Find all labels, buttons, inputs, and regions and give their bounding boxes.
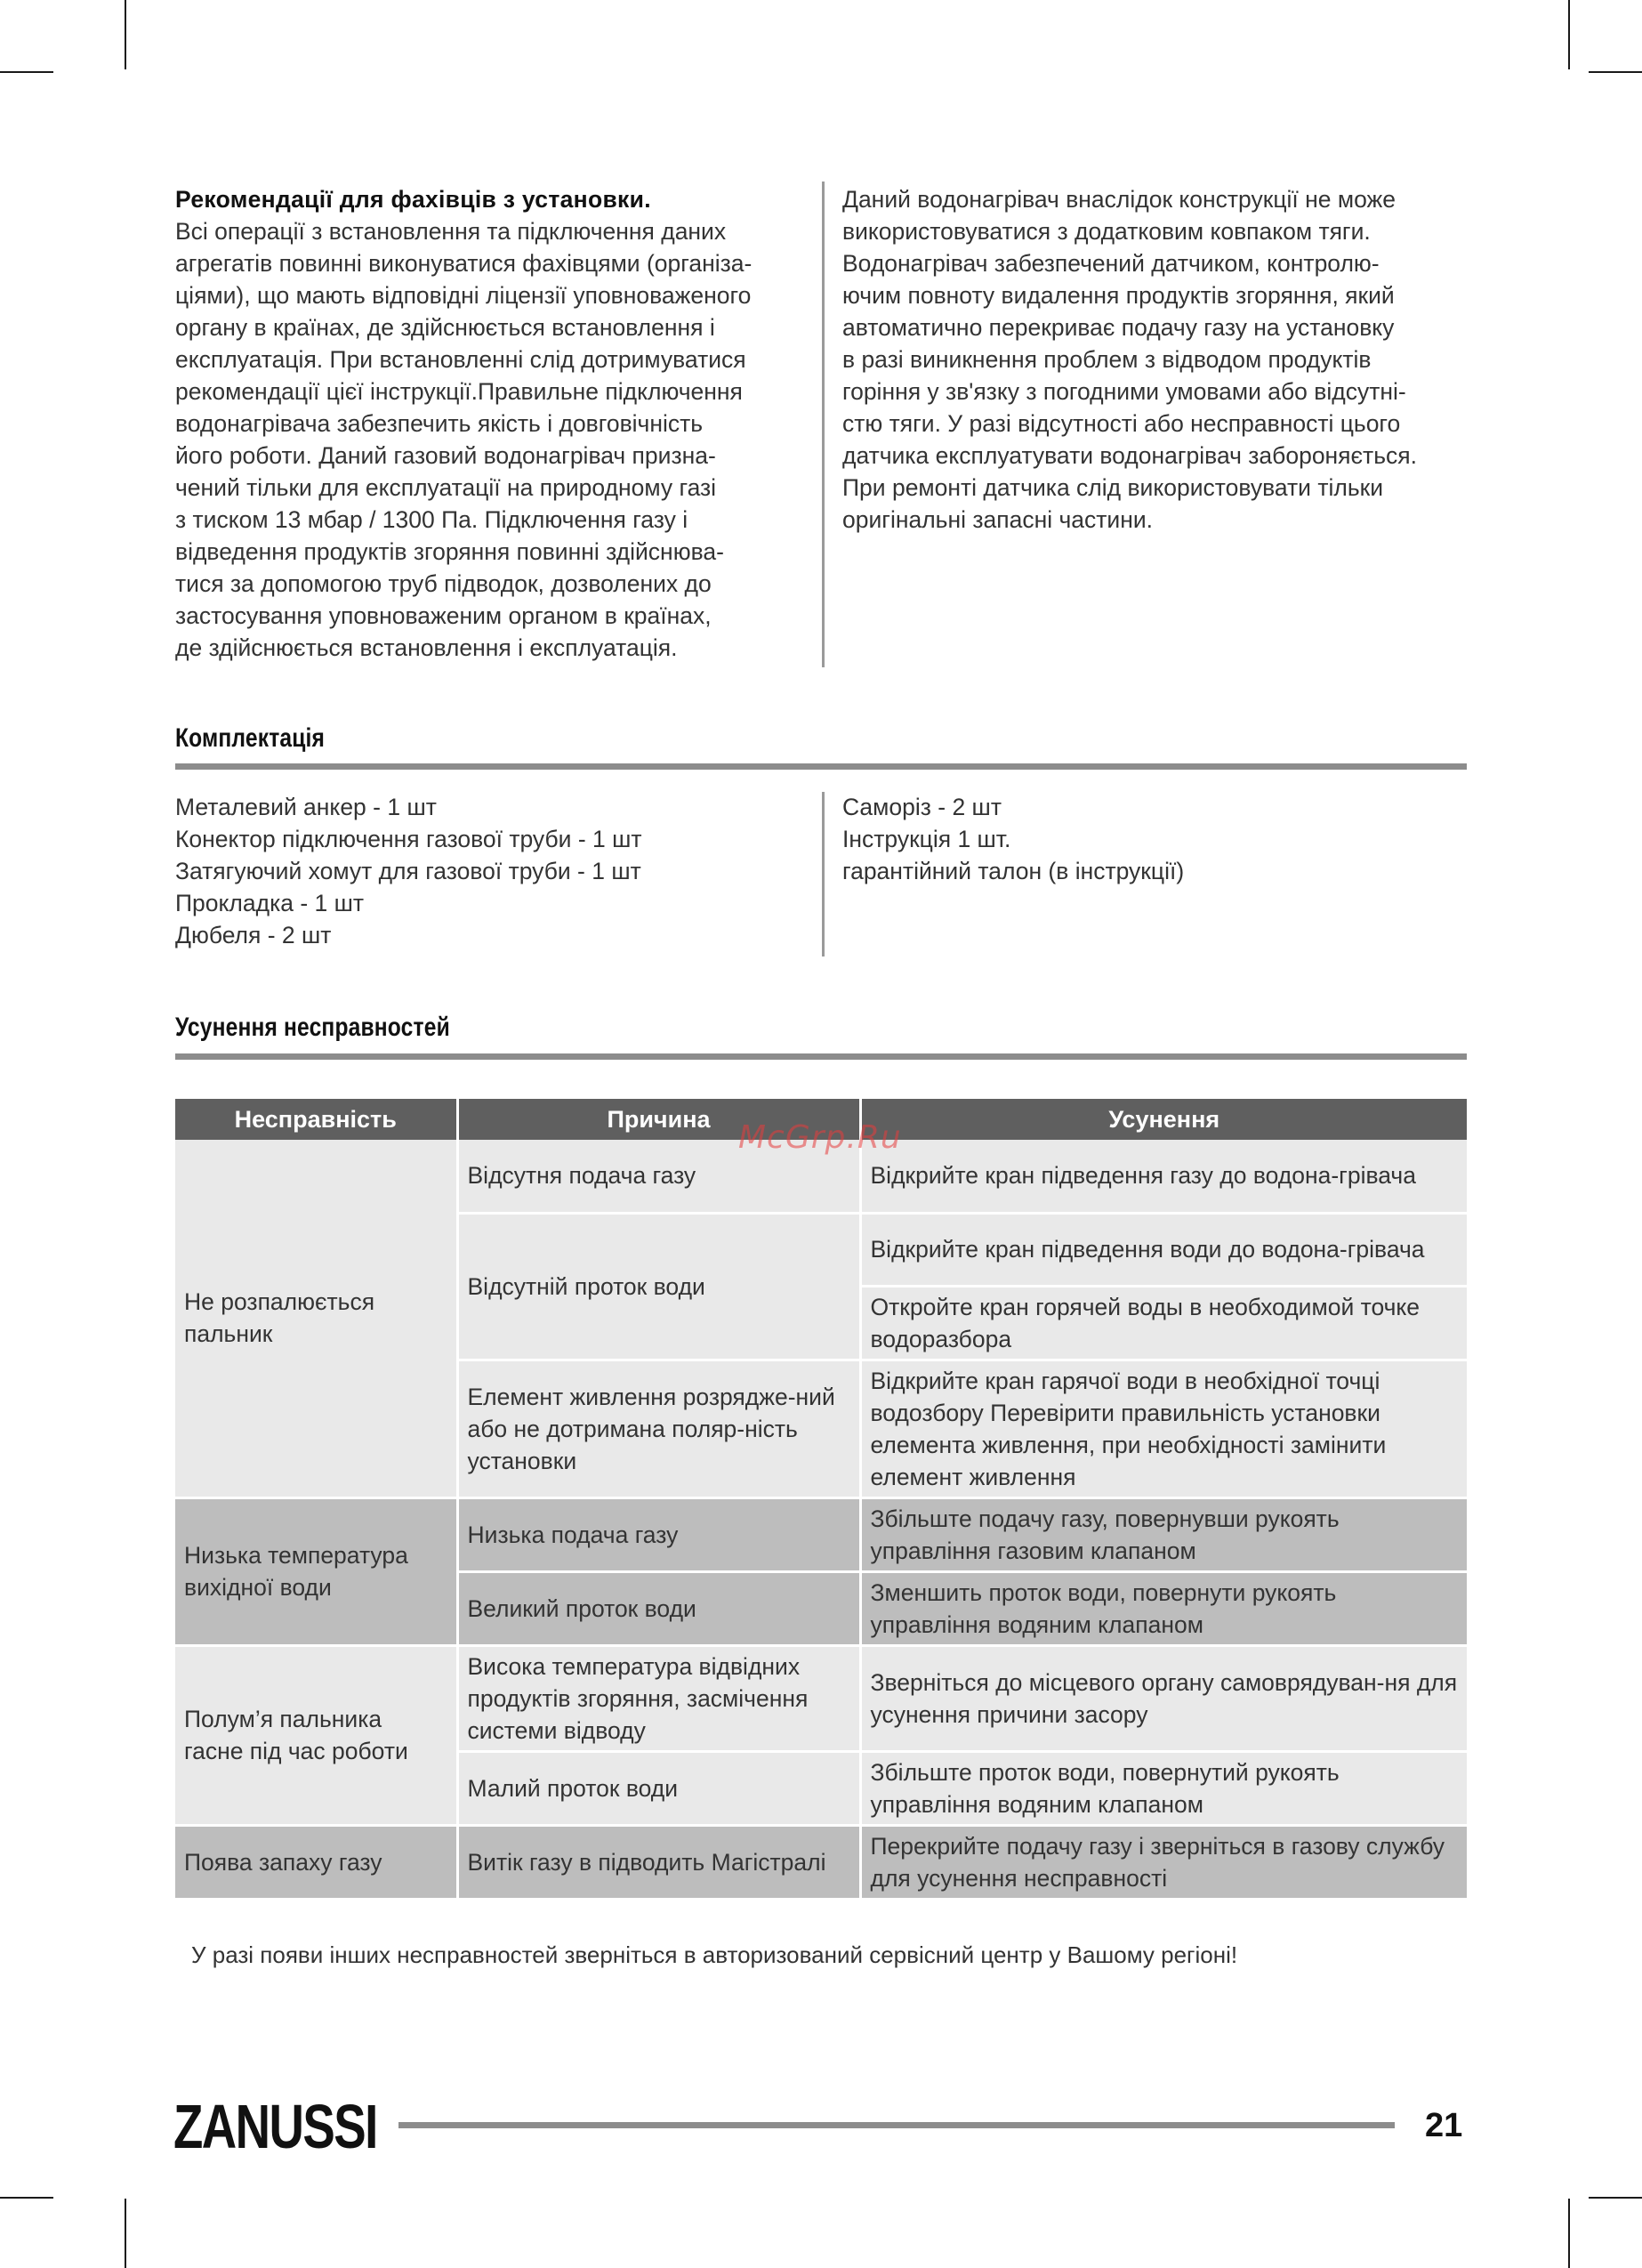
text-line: При ремонті датчика слід використовувати тільки [842, 474, 1384, 501]
text-line: горіння у зв'язку з погодними умовами або відсутні- [842, 378, 1406, 405]
crop-mark [125, 2199, 126, 2268]
fault-cell: Низька температура вихідної води [175, 1497, 457, 1645]
kit-item: Прокладка - 1 шт [175, 890, 365, 916]
text-line: оригінальні запасні частини. [842, 506, 1154, 533]
service-center-note: У разі появи інших несправностей зверніться в авторизований сервісний центр у Вашому регіоні! [191, 1941, 1238, 1968]
text-line: Водонагрівач забезпечений датчиком, контролю- [842, 250, 1380, 277]
table-row [175, 1645, 1467, 1751]
kit-section-title: Комплектація [175, 723, 326, 753]
text-line: ціями), що мають відповідні ліцензії уповноваженого [175, 282, 752, 309]
recommendations-left-column [175, 183, 816, 664]
fault-cell: Поява запаху газу [175, 1825, 457, 1899]
remedy-cell: Відкрийте кран підведення газу до водона-грівача [860, 1140, 1467, 1213]
text-line: застосування уповноваженим органом в країнах, [175, 602, 712, 629]
crop-mark [1568, 2199, 1570, 2268]
header-cause: Причина [457, 1099, 860, 1140]
kit-item: Металевий анкер - 1 шт [175, 794, 437, 820]
kit-left-list [175, 791, 642, 951]
kit-item: Дюбеля - 2 шт [175, 922, 332, 948]
troubleshooting-section-title: Усунення несправностей [175, 1013, 450, 1042]
recommendations-title: Рекомендації для фахівців з установки. [175, 186, 651, 213]
crop-mark [1589, 2197, 1642, 2199]
crop-mark [0, 71, 53, 73]
cause-cell: Витік газу в підводить Магістралі [457, 1825, 860, 1899]
text-line: його роботи. Даний газовий водонагрівач призна- [175, 442, 716, 469]
text-line: Всі операції з встановлення та підключення даних [175, 218, 727, 245]
kit-item: Затягуючий хомут для газової труби - 1 шт [175, 858, 641, 884]
header-remedy: Усунення [860, 1099, 1467, 1140]
fault-cell: Не розпалюється пальник [175, 1140, 457, 1497]
text-line: тися за допомогою труб підводок, дозволених до [175, 570, 712, 597]
text-line: органу в країнах, де здійснюється встановлення і [175, 314, 715, 341]
cause-cell: Висока температура відвідних продуктів згоряння, засмічення системи відводу [457, 1645, 860, 1751]
page-number: 21 [1425, 2107, 1463, 2144]
text-line: автоматично перекриває подачу газу на установку [842, 314, 1395, 341]
text-line: в разі виникнення проблем з відводом продуктів [842, 346, 1372, 373]
cause-cell: Великий проток води [457, 1571, 860, 1645]
table-row [175, 1825, 1467, 1899]
cause-cell: Малий проток води [457, 1751, 860, 1825]
recommendations-right-column [842, 183, 1483, 536]
header-fault: Несправність [175, 1099, 457, 1140]
watermark: McGrp.Ru [738, 1119, 902, 1156]
text-line: ючим повноту видалення продуктів згоряння, який [842, 282, 1395, 309]
cause-cell: Відсутня подача газу [457, 1140, 860, 1213]
cause-cell: Низька подача газу [457, 1497, 860, 1571]
footer-rule [398, 2122, 1395, 2128]
kit-item: Інструкція 1 шт. [842, 826, 1011, 852]
column-divider [822, 792, 825, 956]
text-line: рекомендації цієї інструкції.Правильне підключення [175, 378, 743, 405]
column-divider [822, 182, 825, 667]
crop-mark [125, 0, 126, 69]
text-line: де здійснюється встановлення і експлуатація. [175, 634, 678, 661]
section-rule [175, 1053, 1467, 1060]
remedy-cell: Відкрийте кран підведення води до водона-грівача [860, 1213, 1467, 1286]
crop-mark [0, 2197, 53, 2199]
remedy-cell: Збільште проток води, повернутий рукоять управління водяним клапаном [860, 1751, 1467, 1825]
text-line: експлуатація. При встановленні слід дотримуватися [175, 346, 746, 373]
text-line: датчика експлуатувати водонагрівач забороняється. [842, 442, 1417, 469]
kit-item: гарантійний талон (в інструкції) [842, 858, 1185, 884]
fault-cell: Полум’я пальника гасне під час роботи [175, 1645, 457, 1825]
text-line: з тиском 13 мбар / 1300 Па. Підключення газу і [175, 506, 688, 533]
kit-item: Конектор підключення газової труби - 1 шт [175, 826, 642, 852]
text-line: Даний водонагрівач внаслідок конструкції не може [842, 186, 1396, 213]
text-line: відведення продуктів згоряння повинні здійснюва- [175, 538, 724, 565]
crop-mark [1568, 0, 1570, 69]
text-line: агрегатів повинні виконуватися фахівцями (організа- [175, 250, 753, 277]
text-line: водонагрівача забезпечить якість і довговічність [175, 410, 704, 437]
section-rule [175, 763, 1467, 770]
troubleshooting-table [175, 1099, 1467, 1901]
cause-cell: Відсутній проток води [457, 1213, 860, 1360]
text-line: використовуватися з додатковим ковпаком тяги. [842, 218, 1371, 245]
remedy-cell: Відкрийте кран гарячої води в необхідної точці водозбору Перевірити правильність установки елемента живлення, при необхідності замінити елемент живлення [860, 1360, 1467, 1497]
cause-cell: Елемент живлення розрядже-ний або не дотримана поляр-ність установки [457, 1360, 860, 1497]
text-line: стю тяги. У разі відсутності або несправності цього [842, 410, 1401, 437]
text-line: чений тільки для експлуатації на природному газі [175, 474, 717, 501]
table-row [175, 1497, 1467, 1571]
remedy-cell: Откройте кран горячей воды в необходимой точке водоразбора [860, 1286, 1467, 1360]
remedy-cell: Зменшить проток води, повернути рукоять управління водяним клапаном [860, 1571, 1467, 1645]
zanussi-logo: ZANUSSI [173, 2092, 377, 2161]
remedy-cell: Зверніться до місцевого органу самоврядуван-ня для усунення причини засору [860, 1645, 1467, 1751]
kit-item: Саморіз - 2 шт [842, 794, 1002, 820]
crop-mark [1589, 71, 1642, 73]
remedy-cell: Збільште подачу газу, повернувши рукоять управління газовим клапаном [860, 1497, 1467, 1571]
remedy-cell: Перекрийте подачу газу і зверніться в газову службу для усунення несправності [860, 1825, 1467, 1899]
kit-right-list [842, 791, 1184, 887]
